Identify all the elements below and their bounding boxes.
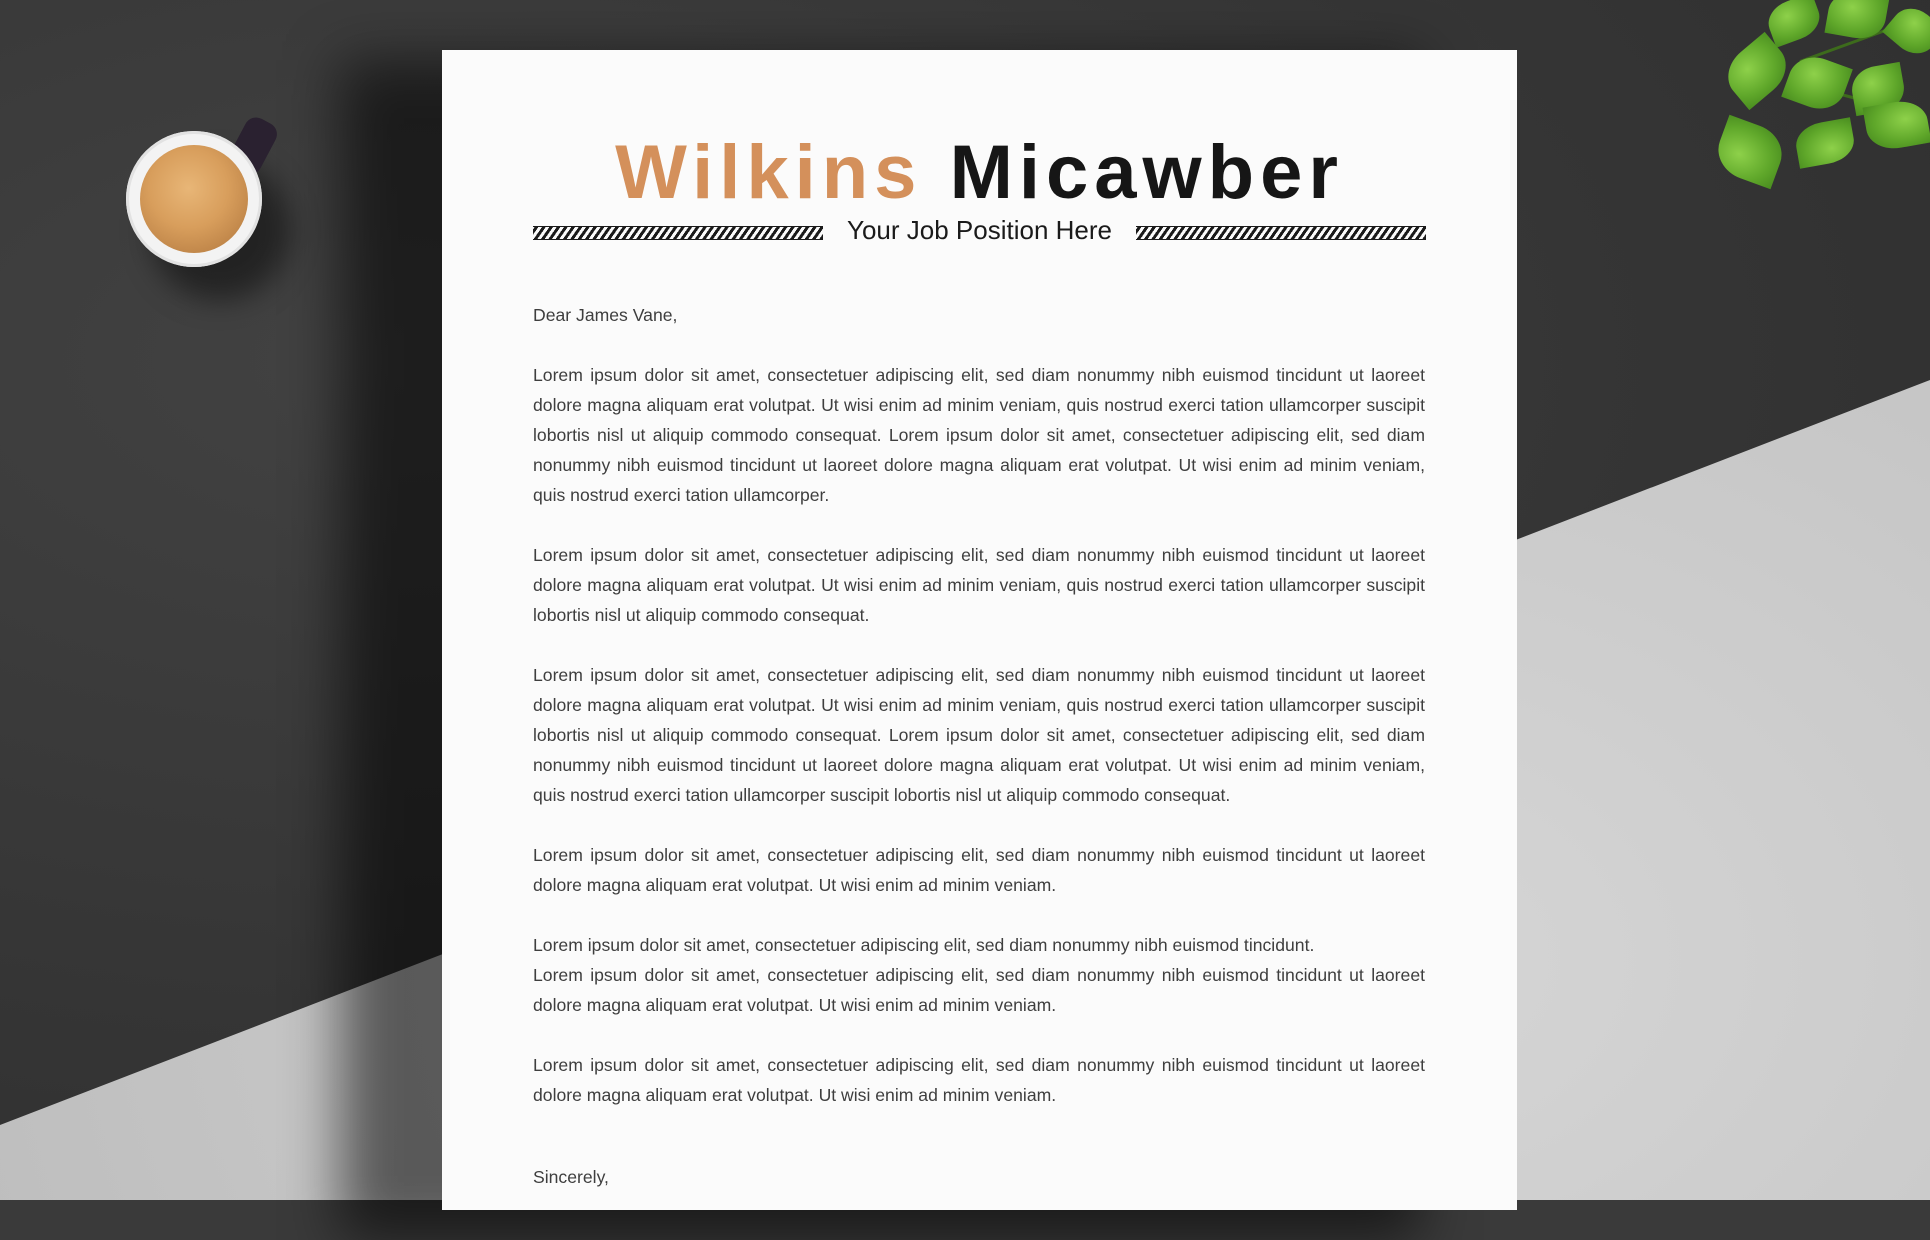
paragraph: Lorem ipsum dolor sit amet, consectetuer adipiscing elit, sed diam nonummy nibh euismod tincidunt ut laoreet dolore magna aliquam erat volutpat. Ut wisi enim ad minim veniam. <box>533 1055 1425 1105</box>
paragraph: Lorem ipsum dolor sit amet, consectetuer adipiscing elit, sed diam nonummy nibh euismod tincidunt ut laoreet dolore magna aliquam erat volutpat. Ut wisi enim ad minim veniam, quis nostrud exerci tation ullamcorper suscipit lobortis nisl ut aliquip commodo consequat. <box>533 545 1425 625</box>
applicant-name <box>442 128 1517 218</box>
paragraph: Lorem ipsum dolor sit amet, consectetuer adipiscing elit, sed diam nonummy nibh euismod tincidunt ut laoreet dolore magna aliquam erat volutpat. Ut wisi enim ad minim veniam. <box>533 965 1425 1015</box>
letter-body <box>533 300 1425 1140</box>
paragraph: Lorem ipsum dolor sit amet, consectetuer adipiscing elit, sed diam nonummy nibh euismod tincidunt ut laoreet dolore magna aliquam erat volutpat. Ut wisi enim ad minim veniam, quis nostrud exerci tation ullamcorper suscipit lobortis nisl ut aliquip commodo consequat. Lorem ipsum dolor sit amet, consectetuer adipiscing elit, sed diam nonummy nibh euismod tincidunt ut laoreet dolore magna aliquam erat volutpat. Ut wisi enim ad minim veniam, quis nostrud exerci tation ullamcorper suscipit lobortis nisl ut aliquip commodo consequat. <box>533 665 1425 805</box>
sign-off: Sincerely, <box>533 1167 609 1187</box>
cover-letter-page <box>442 50 1517 1210</box>
paragraph: Lorem ipsum dolor sit amet, consectetuer adipiscing elit, sed diam nonummy nibh euismod tincidunt ut laoreet dolore magna aliquam erat volutpat. Ut wisi enim ad minim veniam. <box>533 845 1425 895</box>
hatch-divider-left <box>533 226 823 240</box>
paragraph: Lorem ipsum dolor sit amet, consectetuer adipiscing elit, sed diam nonummy nibh euismod tincidunt. <box>533 935 1315 955</box>
name-first: Wilkins <box>615 130 923 215</box>
paragraph: Lorem ipsum dolor sit amet, consectetuer adipiscing elit, sed diam nonummy nibh euismod tincidunt ut laoreet dolore magna aliquam erat volutpat. Ut wisi enim ad minim veniam, quis nostrud exerci tation ullamcorper suscipit lobortis nisl ut aliquip commodo consequat. Lorem ipsum dolor sit amet, consectetuer adipiscing elit, sed diam nonummy nibh euismod tincidunt ut laoreet dolore magna aliquam erat volutpat. Ut wisi enim ad minim veniam, quis nostrud exerci tation ullamcorper. <box>533 365 1425 505</box>
name-last: Micawber <box>949 130 1344 215</box>
hatch-divider-right <box>1136 226 1426 240</box>
salutation: Dear James Vane, <box>533 305 678 325</box>
job-position: Your Job Position Here <box>847 215 1112 245</box>
coffee <box>140 145 248 253</box>
